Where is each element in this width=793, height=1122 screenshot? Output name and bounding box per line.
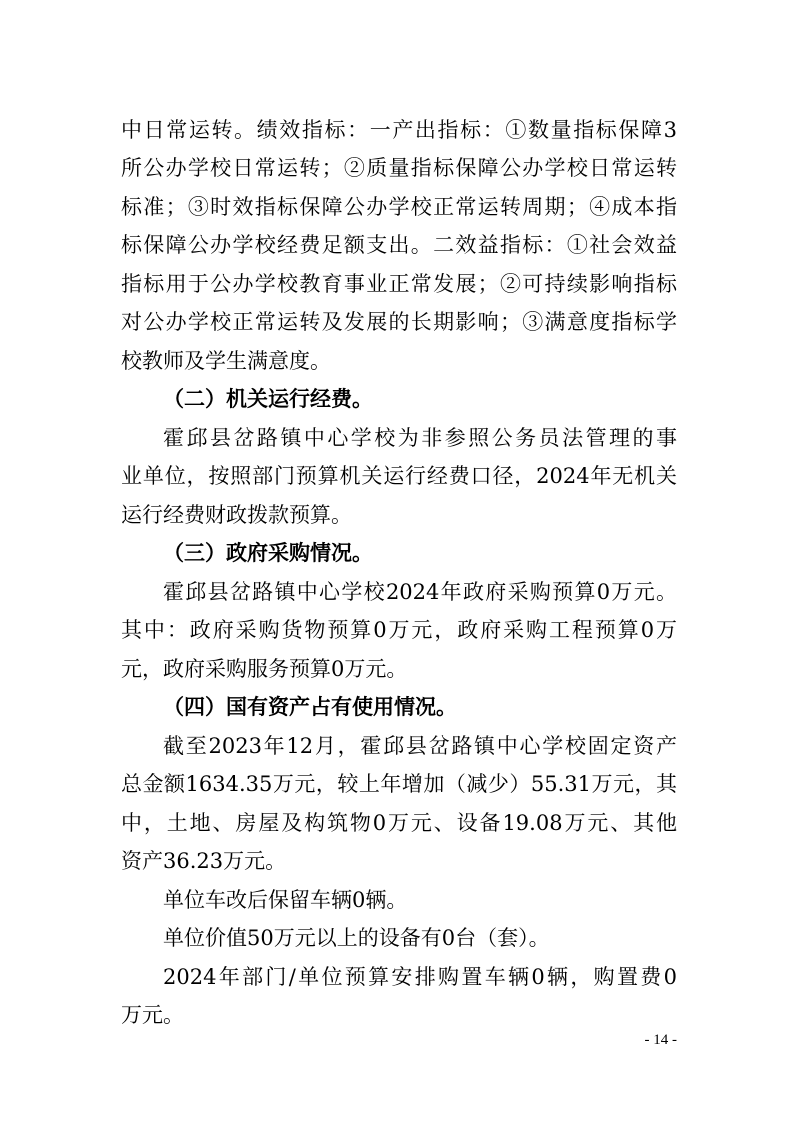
section-heading: （四）国有资产占有使用情况。 [163, 695, 457, 719]
paragraph-line: 截至2023年12月，霍邱县岔路镇中心学校固定资产 [163, 734, 677, 758]
paragraph-line: 标准；③时效指标保障公办学校正常运转周期；④成本指 [121, 195, 677, 219]
paragraph-line: 霍邱县岔路镇中心学校为非参照公务员法管理的事 [163, 426, 677, 450]
page-number: - 14 - [644, 1032, 677, 1048]
paragraph-line: 元，政府采购服务预算0万元。 [121, 657, 408, 681]
paragraph-line: 单位价值50万元以上的设备有0台（套）。 [163, 926, 550, 950]
paragraph-line: 运行经费财政拨款预算。 [121, 503, 352, 527]
section-heading: （三）政府采购情况。 [163, 541, 373, 565]
paragraph-line: 校教师及学生满意度。 [121, 349, 331, 373]
paragraph-line: 中，土地、房屋及构筑物0万元、设备19.08万元、其他 [121, 811, 677, 835]
paragraph-line: 资产36.23万元。 [121, 849, 287, 873]
paragraph-line: 万元。 [121, 1003, 184, 1027]
paragraph-line: 2024年部门/单位预算安排购置车辆0辆，购置费0 [163, 965, 677, 989]
paragraph-line: 业单位，按照部门预算机关运行经费口径，2024年无机关 [121, 464, 677, 488]
paragraph-line: 标保障公办学校经费足额支出。二效益指标：①社会效益 [121, 233, 677, 257]
paragraph-line: 其中：政府采购货物预算0万元，政府采购工程预算0万 [121, 618, 677, 642]
section-heading: （二）机关运行经费。 [163, 387, 373, 411]
paragraph-line: 总金额1634.35万元，较上年增加（减少）55.31万元，其 [121, 772, 677, 796]
paragraph-line: 指标用于公办学校教育事业正常发展；②可持续影响指标 [121, 272, 677, 296]
paragraph-line: 单位车改后保留车辆0辆。 [163, 888, 408, 912]
paragraph-line: 所公办学校日常运转；②质量指标保障公办学校日常运转 [121, 156, 677, 180]
paragraph-line: 中日常运转。绩效指标：一产出指标：①数量指标保障3 [121, 118, 677, 142]
paragraph-line: 对公办学校正常运转及发展的长期影响；③满意度指标学 [121, 310, 677, 334]
paragraph-line: 霍邱县岔路镇中心学校2024年政府采购预算0万元。 [163, 580, 677, 604]
